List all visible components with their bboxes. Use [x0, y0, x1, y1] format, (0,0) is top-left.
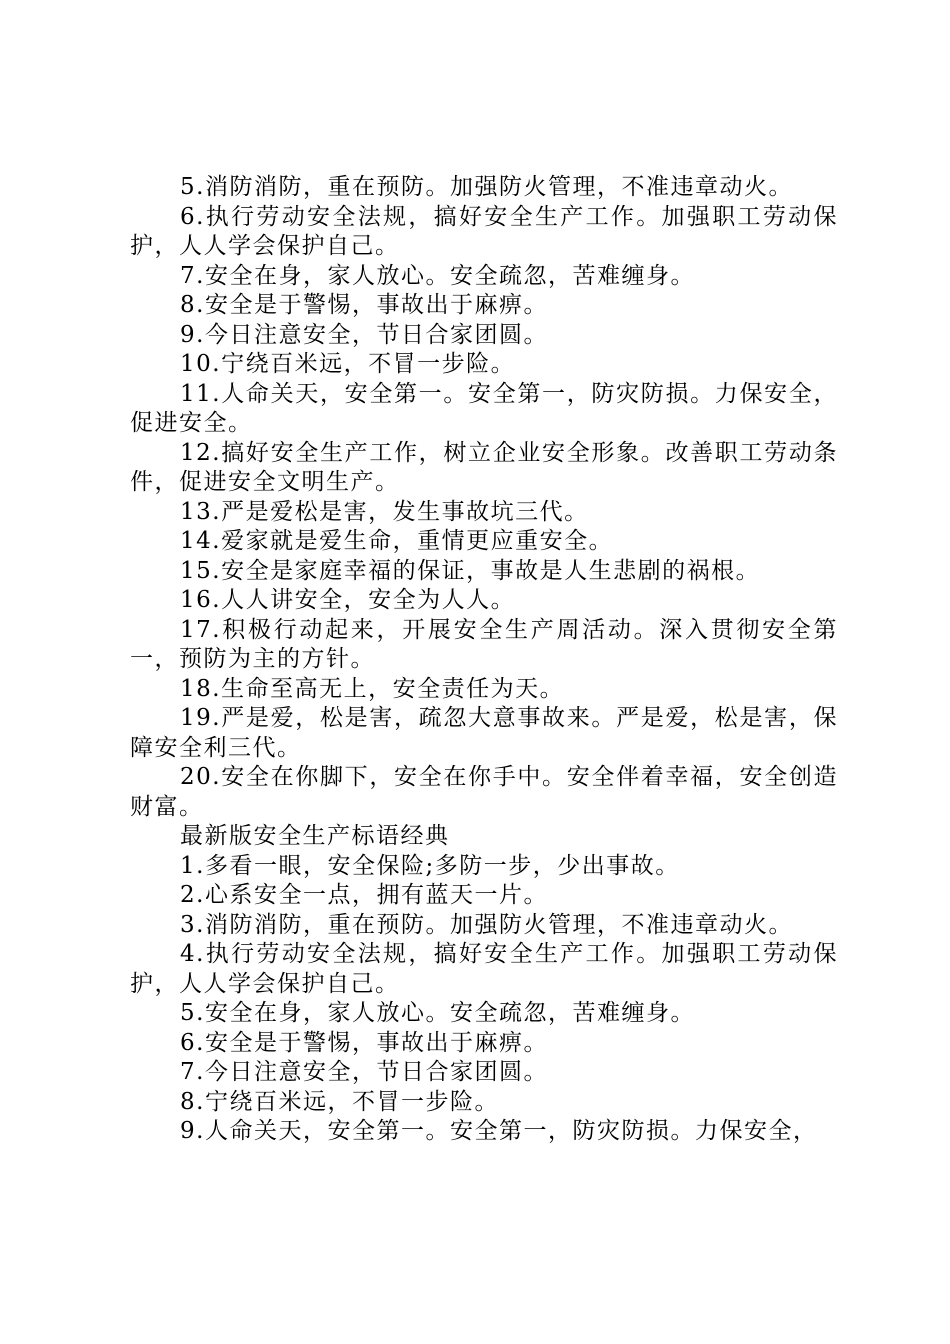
paragraph: 6.安全是于警惕，事故出于麻痹。: [180, 1029, 548, 1056]
paragraph: 9.人命关天，安全第一。安全第一，防灾防损。力保安全，: [180, 1118, 818, 1144]
paragraph: 8.宁绕百米远，不冒一步险。: [180, 1088, 499, 1115]
paragraph: 20.安全在你脚下，安全在你手中。安全伴着幸福，安全创造财富。: [130, 764, 838, 820]
paragraph: 12.搞好安全生产工作，树立企业安全形象。改善职工劳动条件，促进安全文明生产。: [130, 439, 838, 495]
paragraph: 16.人人讲安全，安全为人人。: [180, 587, 516, 613]
paragraph: 5.消防消防，重在预防。加强防火管理，不准违章动火。: [180, 174, 793, 200]
paragraph: 14.爱家就是爱生命，重情更应重安全。: [180, 528, 614, 554]
paragraph: 19.严是爱，松是害，疏忽大意事故来。严是爱，松是害，保障安全利三代。: [130, 705, 838, 761]
paragraph: 9.今日注意安全，节日合家团圆。: [180, 321, 548, 348]
document-body: [130, 173, 838, 1147]
paragraph: 6.执行劳动安全法规，搞好安全生产工作。加强职工劳动保护，人人学会保护自己。: [130, 203, 838, 259]
paragraph: 8.安全是于警惕，事故出于麻痹。: [180, 292, 548, 318]
paragraph: 7.今日注意安全，节日合家团圆。: [180, 1059, 548, 1085]
paragraph: 13.严是爱松是害，发生事故坑三代。: [180, 498, 589, 525]
paragraph: 11.人命关天，安全第一。安全第一，防灾防损。力保安全，促进安全。: [130, 380, 838, 436]
paragraph: 10.宁绕百米远，不冒一步险。: [180, 351, 516, 377]
paragraph: 18.生命至高无上，安全责任为天。: [180, 675, 565, 702]
paragraph: 5.安全在身，家人放心。安全疏忽，苦难缠身。: [180, 1000, 695, 1026]
paragraph: 17.积极行动起来，开展安全生产周活动。深入贯彻安全第一，预防为主的方针。: [130, 616, 838, 672]
section-heading: 最新版安全生产标语经典: [180, 823, 450, 849]
paragraph: 1.多看一眼，安全保险;多防一步，少出事故。: [180, 852, 680, 879]
paragraph: 15.安全是家庭幸福的保证，事故是人生悲剧的祸根。: [180, 557, 761, 584]
paragraph: 2.心系安全一点，拥有蓝天一片。: [180, 882, 548, 908]
paragraph: 7.安全在身，家人放心。安全疏忽，苦难缠身。: [180, 262, 695, 289]
paragraph: 3.消防消防，重在预防。加强防火管理，不准违章动火。: [180, 911, 793, 938]
paragraph: 4.执行劳动安全法规，搞好安全生产工作。加强职工劳动保护，人人学会保护自己。: [130, 941, 838, 997]
